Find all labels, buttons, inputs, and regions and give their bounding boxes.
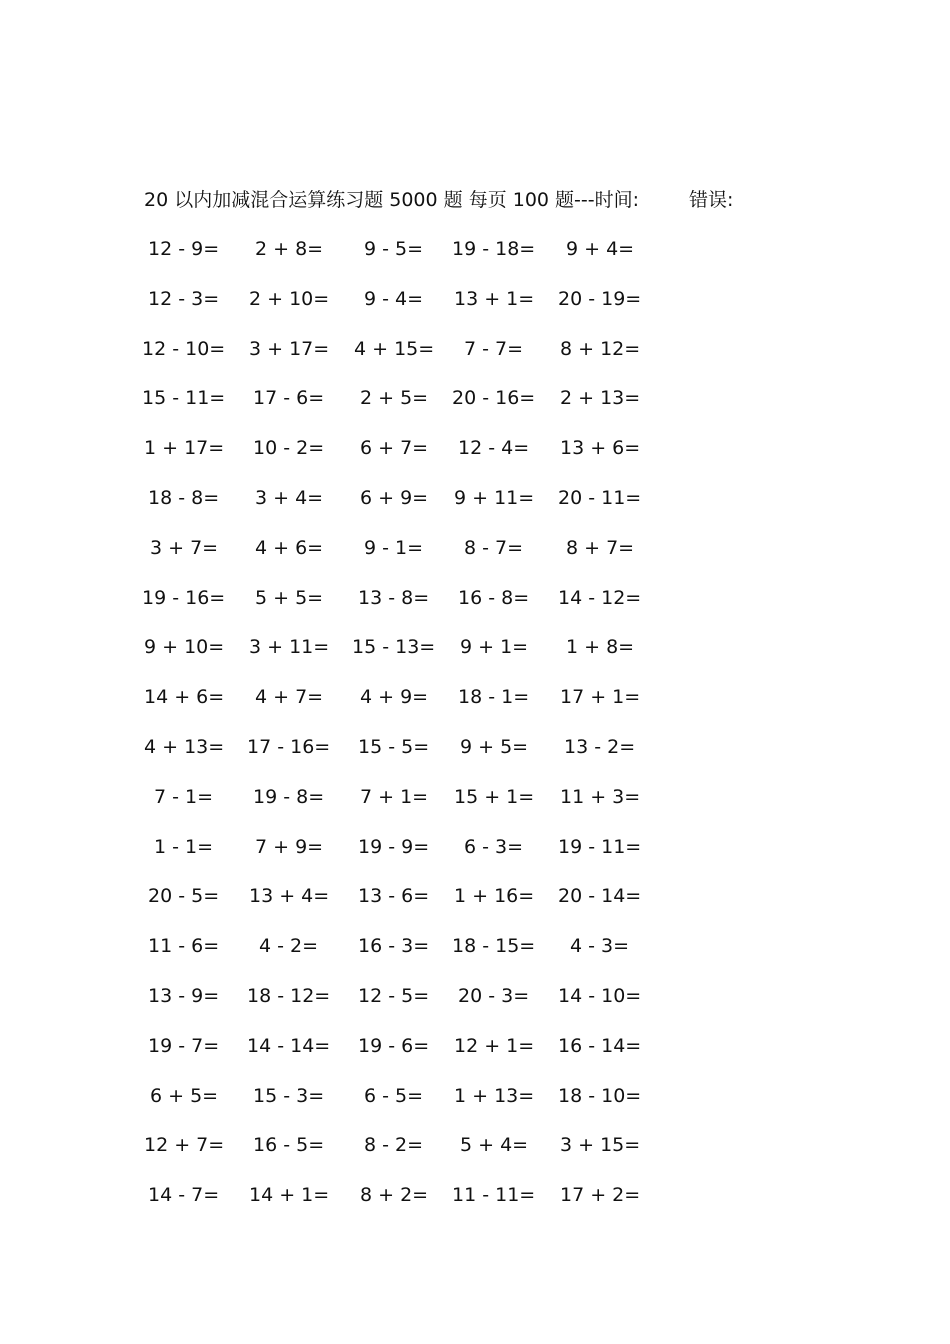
problem-r10-c3: 4 + 9=: [360, 686, 429, 708]
problem-r10-c2: 4 + 7=: [255, 686, 324, 708]
problem-r18-c4: 1 + 13=: [454, 1085, 535, 1107]
problem-r14-c2: 13 + 4=: [249, 885, 330, 907]
problem-r15-c4: 18 - 15=: [452, 935, 536, 957]
problem-r16-c3: 12 - 5=: [358, 985, 430, 1007]
problem-r11-c3: 15 - 5=: [358, 736, 430, 758]
worksheet-title: 20 以内加减混合运算练习题 5000 题 每页 100 题---时间:: [144, 189, 640, 211]
problem-r5-c2: 10 - 2=: [253, 437, 325, 459]
problem-r15-c5: 4 - 3=: [570, 935, 630, 957]
problem-r1-c2: 2 + 8=: [255, 238, 324, 260]
problem-r2-c1: 12 - 3=: [148, 288, 220, 310]
problem-r13-c4: 6 - 3=: [464, 836, 524, 858]
problem-r14-c4: 1 + 16=: [454, 885, 535, 907]
problem-r9-c3: 15 - 13=: [352, 636, 436, 658]
problem-r20-c2: 14 + 1=: [249, 1184, 330, 1206]
problem-r13-c1: 1 - 1=: [154, 836, 214, 858]
problem-r7-c2: 4 + 6=: [255, 537, 324, 559]
problem-r13-c3: 19 - 9=: [358, 836, 430, 858]
problem-r9-c2: 3 + 11=: [249, 636, 330, 658]
problem-r5-c5: 13 + 6=: [560, 437, 641, 459]
problem-r4-c1: 15 - 11=: [142, 387, 226, 409]
problem-r6-c1: 18 - 8=: [148, 487, 220, 509]
problem-r18-c1: 6 + 5=: [150, 1085, 219, 1107]
problem-r8-c4: 16 - 8=: [458, 587, 530, 609]
problem-r15-c1: 11 - 6=: [148, 935, 220, 957]
problem-r16-c5: 14 - 10=: [558, 985, 642, 1007]
problem-r20-c3: 8 + 2=: [360, 1184, 429, 1206]
problem-r11-c5: 13 - 2=: [564, 736, 636, 758]
problem-r4-c5: 2 + 13=: [560, 387, 641, 409]
problem-r16-c2: 18 - 12=: [247, 985, 331, 1007]
problem-r6-c3: 6 + 9=: [360, 487, 429, 509]
errors-label: 错误:: [689, 189, 734, 211]
problem-r3-c2: 3 + 17=: [249, 338, 330, 360]
problem-r2-c5: 20 - 19=: [558, 288, 642, 310]
problem-r7-c3: 9 - 1=: [364, 537, 424, 559]
problem-r16-c1: 13 - 9=: [148, 985, 220, 1007]
problem-r14-c1: 20 - 5=: [148, 885, 220, 907]
problem-r17-c3: 19 - 6=: [358, 1035, 430, 1057]
problem-r17-c4: 12 + 1=: [454, 1035, 535, 1057]
problem-r3-c4: 7 - 7=: [464, 338, 524, 360]
problem-r3-c3: 4 + 15=: [354, 338, 435, 360]
problem-r9-c1: 9 + 10=: [144, 636, 225, 658]
problem-r14-c5: 20 - 14=: [558, 885, 642, 907]
problem-r12-c3: 7 + 1=: [360, 786, 429, 808]
problem-r5-c3: 6 + 7=: [360, 437, 429, 459]
problem-r10-c4: 18 - 1=: [458, 686, 530, 708]
problem-r12-c4: 15 + 1=: [454, 786, 535, 808]
problem-r5-c1: 1 + 17=: [144, 437, 225, 459]
problem-r2-c2: 2 + 10=: [249, 288, 330, 310]
problem-r6-c2: 3 + 4=: [255, 487, 324, 509]
problem-r15-c3: 16 - 3=: [358, 935, 430, 957]
problem-r3-c1: 12 - 10=: [142, 338, 226, 360]
problem-r15-c2: 4 - 2=: [259, 935, 319, 957]
problem-r17-c5: 16 - 14=: [558, 1035, 642, 1057]
problem-r13-c2: 7 + 9=: [255, 836, 324, 858]
problem-r3-c5: 8 + 12=: [560, 338, 641, 360]
problem-r12-c5: 11 + 3=: [560, 786, 641, 808]
problem-r20-c1: 14 - 7=: [148, 1184, 220, 1206]
problem-r19-c4: 5 + 4=: [460, 1134, 529, 1156]
problem-r1-c1: 12 - 9=: [148, 238, 220, 260]
problem-r8-c5: 14 - 12=: [558, 587, 642, 609]
problem-r12-c1: 7 - 1=: [154, 786, 214, 808]
problem-r7-c5: 8 + 7=: [566, 537, 635, 559]
problem-r8-c1: 19 - 16=: [142, 587, 226, 609]
problem-r4-c4: 20 - 16=: [452, 387, 536, 409]
problem-r5-c4: 12 - 4=: [458, 437, 530, 459]
problem-r4-c2: 17 - 6=: [253, 387, 325, 409]
problem-r19-c2: 16 - 5=: [253, 1134, 325, 1156]
problem-r14-c3: 13 - 6=: [358, 885, 430, 907]
problem-r12-c2: 19 - 8=: [253, 786, 325, 808]
problem-r10-c1: 14 + 6=: [144, 686, 225, 708]
problem-r17-c1: 19 - 7=: [148, 1035, 220, 1057]
problem-r19-c5: 3 + 15=: [560, 1134, 641, 1156]
problem-r11-c4: 9 + 5=: [460, 736, 529, 758]
problem-r6-c4: 9 + 11=: [454, 487, 535, 509]
problem-r9-c4: 9 + 1=: [460, 636, 529, 658]
problem-r2-c3: 9 - 4=: [364, 288, 424, 310]
problem-r8-c3: 13 - 8=: [358, 587, 430, 609]
problem-r1-c3: 9 - 5=: [364, 238, 424, 260]
problem-r10-c5: 17 + 1=: [560, 686, 641, 708]
problem-r18-c2: 15 - 3=: [253, 1085, 325, 1107]
problem-r1-c5: 9 + 4=: [566, 238, 635, 260]
problem-r13-c5: 19 - 11=: [558, 836, 642, 858]
problem-r17-c2: 14 - 14=: [247, 1035, 331, 1057]
problem-r19-c1: 12 + 7=: [144, 1134, 225, 1156]
problem-r20-c5: 17 + 2=: [560, 1184, 641, 1206]
problem-r20-c4: 11 - 11=: [452, 1184, 536, 1206]
problem-r6-c5: 20 - 11=: [558, 487, 642, 509]
problem-r8-c2: 5 + 5=: [255, 587, 324, 609]
problem-r11-c2: 17 - 16=: [247, 736, 331, 758]
problem-r19-c3: 8 - 2=: [364, 1134, 424, 1156]
problem-r2-c4: 13 + 1=: [454, 288, 535, 310]
problem-r11-c1: 4 + 13=: [144, 736, 225, 758]
problem-r1-c4: 19 - 18=: [452, 238, 536, 260]
problem-r16-c4: 20 - 3=: [458, 985, 530, 1007]
problem-r4-c3: 2 + 5=: [360, 387, 429, 409]
problem-r18-c3: 6 - 5=: [364, 1085, 424, 1107]
worksheet-header: [144, 186, 734, 214]
problem-r7-c4: 8 - 7=: [464, 537, 524, 559]
problem-r18-c5: 18 - 10=: [558, 1085, 642, 1107]
problem-r7-c1: 3 + 7=: [150, 537, 219, 559]
problem-r9-c5: 1 + 8=: [566, 636, 635, 658]
